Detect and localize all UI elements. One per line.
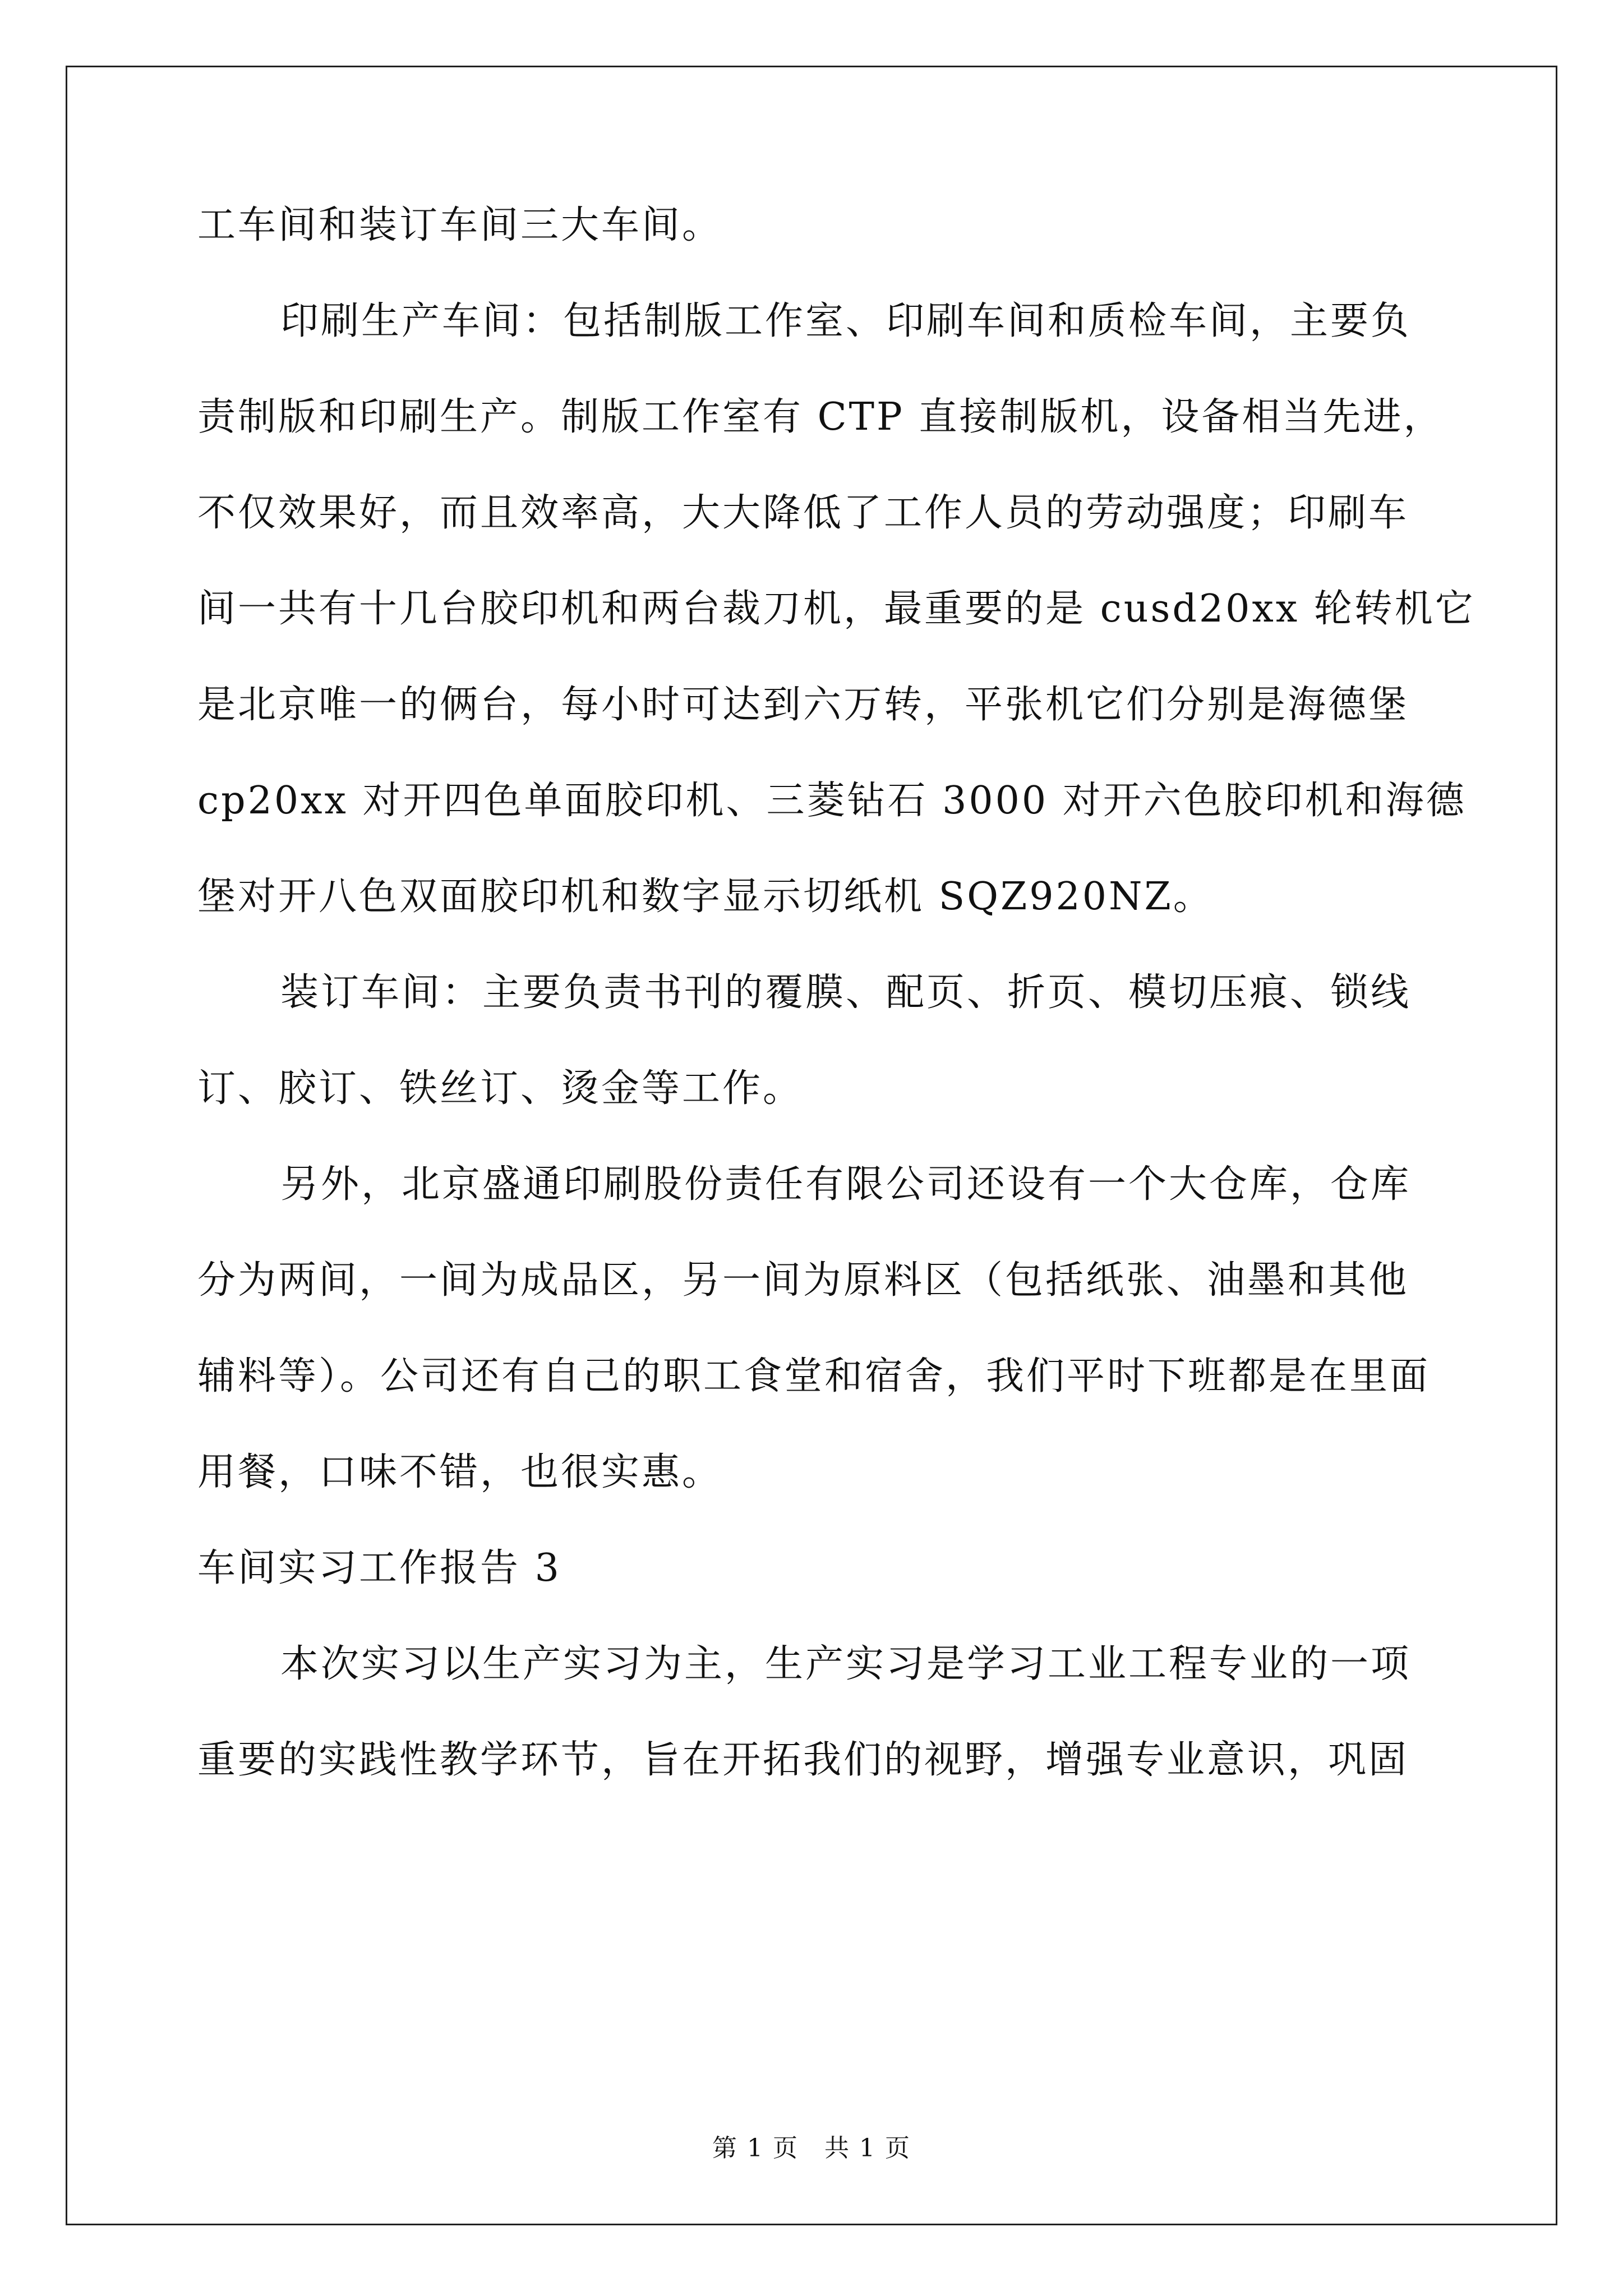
paragraph-start-warehouse: 另外，北京盛通印刷股份责任有限公司还设有一个大仓库，仓库 (280, 1162, 1412, 1207)
body-line: 用餐，口味不错，也很实惠。 (197, 1450, 723, 1494)
body-line: 重要的实践性教学环节，旨在开拓我们的视野，增强专业意识，巩固 (197, 1738, 1409, 1782)
body-line: 分为两间，一间为成品区，另一间为原料区（包括纸张、油墨和其他 (197, 1258, 1409, 1303)
body-line: 订、胶订、铁丝订、烫金等工作。 (197, 1066, 804, 1111)
body-line: 责制版和印刷生产。制版工作室有 CTP 直接制版机，设备相当先进， (197, 395, 1444, 439)
body-line: 间一共有十几台胶印机和两台裁刀机，最重要的是 cusd20xx 轮转机它 (197, 587, 1476, 631)
paragraph-start-printing-workshop: 印刷生产车间：包括制版工作室、印刷车间和质检车间，主要负 (280, 299, 1412, 343)
body-line: 是北京唯一的俩台，每小时可达到六万转，平张机它们分别是海德堡 (197, 683, 1409, 727)
body-line: 不仅效果好，而且效率高，大大降低了工作人员的劳动强度；印刷车 (197, 491, 1409, 535)
body-line: cp20xx 对开四色单面胶印机、三菱钻石 3000 对开六色胶印机和海德 (197, 779, 1467, 823)
section-heading: 车间实习工作报告 3 (197, 1546, 561, 1590)
body-line: 堡对开八色双面胶印机和数字显示切纸机 SQZ920NZ。 (197, 875, 1214, 919)
document-body (197, 203, 1476, 1837)
paragraph-start-internship: 本次实习以生产实习为主，生产实习是学习工业工程专业的一项 (280, 1642, 1412, 1686)
page-footer: 第 1 页 共 1 页 (712, 2134, 911, 2162)
body-line: 辅料等）。公司还有自己的职工食堂和宿舍，我们平时下班都是在里面 (197, 1354, 1431, 1398)
paragraph-start-binding-workshop: 装订车间：主要负责书刊的覆膜、配页、折页、模切压痕、锁线 (280, 970, 1412, 1015)
body-line: 工车间和装订车间三大车间。 (197, 203, 723, 247)
